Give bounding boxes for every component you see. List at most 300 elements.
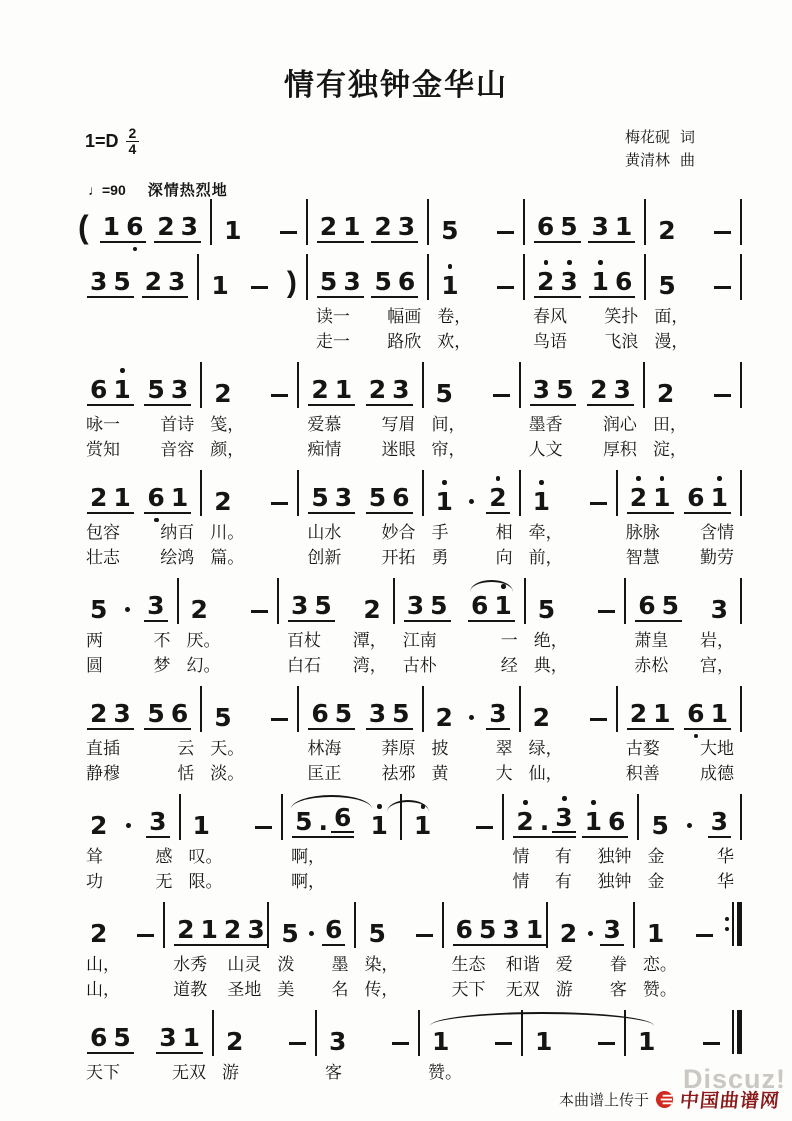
note-group bbox=[87, 813, 110, 838]
augmentation-dot bbox=[309, 931, 314, 936]
octave-dot-above bbox=[448, 264, 453, 269]
measure bbox=[202, 470, 299, 569]
note: 1 bbox=[224, 216, 242, 245]
notes-row bbox=[78, 470, 202, 516]
measure bbox=[639, 794, 742, 893]
lyrics-row bbox=[202, 548, 299, 569]
note: 3 bbox=[340, 269, 363, 298]
lyric-syllable: 林海 bbox=[307, 739, 342, 758]
note-group bbox=[144, 701, 191, 730]
score-line bbox=[78, 1010, 742, 1084]
lyric-syllable: 绿， bbox=[528, 739, 563, 758]
key-signature: 1=D bbox=[85, 131, 119, 152]
lyric-syllable: 圆 bbox=[86, 656, 103, 675]
note-group bbox=[655, 273, 678, 298]
note-group bbox=[534, 214, 581, 243]
note: 1 bbox=[523, 917, 546, 946]
note: 6 bbox=[144, 485, 167, 514]
lyric-syllable: 相 bbox=[495, 523, 513, 542]
lyric-syllable: 耸 bbox=[86, 847, 103, 866]
lyric-syllable: 墨香 bbox=[528, 415, 563, 434]
lyric-syllable: 面， bbox=[654, 307, 689, 326]
lyric-syllable: 独钟 bbox=[597, 847, 632, 866]
note: 1 bbox=[708, 485, 731, 514]
measure bbox=[646, 199, 742, 245]
dash-note bbox=[280, 231, 297, 235]
octave-dot-above bbox=[567, 260, 572, 265]
repeat-barline bbox=[725, 902, 742, 946]
notes-row bbox=[626, 578, 742, 624]
note: 2 bbox=[214, 379, 232, 408]
lyric-syllable: 天下 bbox=[86, 1063, 120, 1082]
note: 1 bbox=[411, 813, 434, 838]
note: 1 bbox=[638, 1027, 656, 1056]
lyrics-row bbox=[420, 1063, 523, 1084]
note: 1 bbox=[192, 811, 210, 840]
lyric-syllable: 白石 bbox=[287, 656, 321, 675]
note: 6 bbox=[87, 1025, 110, 1054]
lyric-syllable: 功 bbox=[86, 872, 103, 891]
notes-row bbox=[299, 362, 423, 408]
note-group bbox=[654, 381, 677, 406]
score bbox=[78, 199, 742, 1093]
measure bbox=[429, 199, 525, 245]
note: 5 bbox=[308, 485, 331, 514]
note: 2 bbox=[627, 485, 650, 514]
note: 2 bbox=[221, 917, 244, 946]
note-group bbox=[366, 701, 413, 730]
note: 6 bbox=[168, 701, 191, 730]
measure bbox=[356, 902, 443, 1001]
lyric-syllable: 梦 bbox=[153, 656, 171, 675]
lyrics-row bbox=[429, 332, 525, 353]
note: 5 bbox=[90, 595, 108, 624]
note-group bbox=[221, 917, 268, 946]
lyric-syllable: 赞。 bbox=[428, 1063, 462, 1082]
lyric-syllable: 云 bbox=[177, 739, 195, 758]
note: 3 bbox=[588, 214, 611, 243]
lyrics-row bbox=[299, 548, 423, 569]
note-group bbox=[708, 809, 731, 838]
lyric-syllable: 赏知 bbox=[86, 440, 120, 459]
lyric-syllable: 天。 bbox=[210, 739, 245, 758]
note-group bbox=[453, 917, 500, 946]
tempo-marking bbox=[88, 179, 228, 200]
measure bbox=[618, 470, 742, 569]
dash-note bbox=[703, 1042, 720, 1046]
lyric-syllable: 古婺 bbox=[625, 739, 660, 758]
notes-row bbox=[525, 199, 646, 245]
measure bbox=[424, 362, 521, 461]
note: 1 bbox=[433, 489, 456, 514]
lyrics-row bbox=[269, 955, 356, 976]
lyrics-row bbox=[181, 872, 284, 893]
lyric-syllable: 幻。 bbox=[186, 656, 221, 675]
lyric-syllable: 向 bbox=[495, 548, 513, 567]
lyric-syllable: 包容 bbox=[86, 523, 120, 542]
note: 5 bbox=[214, 703, 232, 732]
lyric-syllable: 山灵 bbox=[227, 955, 262, 974]
note-group bbox=[87, 377, 134, 406]
augmentation-dot bbox=[588, 931, 593, 936]
score-line bbox=[78, 902, 742, 1001]
note: 5 bbox=[537, 595, 556, 624]
note: 1 bbox=[367, 813, 390, 838]
lyric-syllable: 大地 bbox=[699, 739, 734, 758]
note: 2 bbox=[317, 214, 340, 243]
lyric-syllable: 无 bbox=[155, 872, 173, 891]
measure bbox=[202, 362, 299, 461]
note: 3 bbox=[404, 593, 427, 622]
note: 6 bbox=[322, 917, 345, 946]
measure bbox=[548, 902, 635, 1001]
note-group bbox=[87, 485, 134, 514]
lyric-syllable: 生态 bbox=[451, 955, 486, 974]
lyric-syllable: 含情 bbox=[699, 523, 734, 542]
lyric-syllable: 厚积 bbox=[602, 440, 637, 459]
note: 3 bbox=[486, 701, 509, 730]
note: 3 bbox=[165, 269, 188, 298]
note: 5 bbox=[427, 593, 450, 622]
lyrics-row bbox=[199, 332, 308, 353]
notes-row bbox=[424, 686, 521, 732]
lyrics-row bbox=[402, 847, 505, 868]
lyrics-row bbox=[424, 415, 521, 436]
dash-note bbox=[495, 1042, 512, 1046]
notes-row bbox=[283, 794, 402, 840]
lyrics-row bbox=[424, 440, 521, 461]
notes-row bbox=[429, 254, 525, 300]
lyrics-row bbox=[424, 548, 521, 569]
note-group bbox=[433, 705, 456, 730]
note-group bbox=[367, 813, 390, 838]
note-group bbox=[648, 813, 671, 838]
lyrics-row bbox=[646, 307, 742, 328]
octave-dot-above bbox=[562, 796, 567, 801]
lyric-syllable: 漫， bbox=[654, 332, 689, 351]
measure bbox=[269, 902, 356, 1001]
note: 5 bbox=[435, 379, 453, 408]
score-line bbox=[78, 254, 742, 353]
note-group bbox=[146, 809, 169, 838]
note: 1 bbox=[582, 809, 605, 838]
notes-row bbox=[618, 686, 742, 732]
notes-row bbox=[402, 794, 505, 840]
lyrics-row bbox=[299, 415, 423, 436]
lyrics-row bbox=[78, 440, 202, 461]
lyric-syllable: 叹。 bbox=[188, 847, 223, 866]
dash-note bbox=[497, 231, 514, 235]
lyrics-row bbox=[356, 955, 443, 976]
note: 3 bbox=[552, 805, 575, 838]
thin-barline bbox=[732, 902, 734, 946]
note: 5 bbox=[110, 269, 133, 298]
notes-row bbox=[179, 578, 280, 624]
octave-dot-above bbox=[501, 584, 506, 589]
notes-row bbox=[356, 902, 443, 948]
note-group bbox=[684, 701, 731, 730]
repeat-dot bbox=[725, 927, 729, 931]
note: 3 bbox=[178, 214, 201, 243]
lyric-syllable: 披 bbox=[431, 739, 449, 758]
note: 5 bbox=[476, 917, 499, 946]
lyrics-row bbox=[78, 872, 181, 893]
note-group bbox=[308, 701, 355, 730]
note: 1 bbox=[198, 917, 221, 946]
thin-barline bbox=[732, 1010, 734, 1054]
note: 5 bbox=[557, 214, 580, 243]
note-group bbox=[627, 485, 674, 514]
closing-parenthesis: ) bbox=[286, 266, 297, 299]
lyric-syllable: 鸟语 bbox=[532, 332, 567, 351]
lyric-syllable: 客 bbox=[609, 980, 627, 999]
notes-row bbox=[78, 254, 199, 300]
lyrics-row bbox=[429, 307, 525, 328]
lyrics-row bbox=[521, 415, 645, 436]
octave-dot-above bbox=[598, 260, 603, 265]
lyrics-row bbox=[618, 523, 742, 544]
note-group bbox=[308, 485, 355, 514]
note: 3 bbox=[530, 377, 553, 406]
score-line bbox=[78, 686, 742, 785]
dash-note bbox=[271, 718, 288, 722]
lyric-syllable: 莽原 bbox=[381, 739, 416, 758]
note: 6 bbox=[605, 809, 628, 838]
lyric-syllable: 华 bbox=[716, 847, 734, 866]
note: 5 bbox=[659, 593, 682, 622]
note: 1 bbox=[708, 701, 731, 730]
lyric-syllable: 欢， bbox=[437, 332, 472, 351]
note: 1 bbox=[100, 214, 123, 243]
score-line bbox=[78, 199, 742, 245]
lyric-syllable: 积善 bbox=[625, 764, 660, 783]
note-group bbox=[532, 1029, 555, 1054]
lyric-syllable: 大 bbox=[495, 764, 513, 783]
lyric-syllable: 前， bbox=[528, 548, 563, 567]
lyrics-row bbox=[269, 980, 356, 1001]
note-group bbox=[87, 921, 110, 946]
octave-dot-above bbox=[539, 480, 544, 485]
dash-note bbox=[416, 934, 433, 938]
note-group bbox=[366, 377, 413, 406]
note: 2 bbox=[90, 811, 108, 840]
note: 6 bbox=[635, 593, 658, 622]
lyric-syllable: 山， bbox=[86, 955, 120, 974]
lyric-syllable: 潭， bbox=[352, 631, 387, 650]
lyric-syllable: 啊， bbox=[291, 847, 326, 866]
note-group bbox=[438, 273, 461, 298]
lyrics-row bbox=[424, 764, 521, 785]
lyric-syllable: 啊， bbox=[291, 872, 326, 891]
measure bbox=[299, 686, 423, 785]
note: 1 bbox=[110, 485, 133, 514]
note-group bbox=[530, 489, 553, 514]
note-group bbox=[499, 917, 546, 946]
note-group bbox=[87, 1025, 134, 1054]
lyric-syllable: 圣地 bbox=[227, 980, 262, 999]
notes-row bbox=[645, 362, 742, 408]
lyrics-row bbox=[626, 631, 742, 652]
note: 3 bbox=[110, 701, 133, 730]
lyrics-row bbox=[645, 440, 742, 461]
augmentation-dot: . bbox=[315, 809, 331, 838]
measure bbox=[626, 578, 742, 677]
lyric-syllable: 妙合 bbox=[381, 523, 416, 542]
note-group bbox=[144, 485, 191, 514]
dash-note bbox=[714, 394, 731, 398]
note-group bbox=[188, 597, 211, 622]
notes-row bbox=[78, 362, 202, 408]
notes-row bbox=[78, 794, 181, 840]
lyric-syllable: 赤松 bbox=[634, 656, 669, 675]
lyric-syllable: 无双 bbox=[172, 1063, 206, 1082]
notes-row bbox=[521, 686, 618, 732]
measure bbox=[165, 902, 269, 1001]
lyric-syllable: 田， bbox=[652, 415, 687, 434]
notes-row bbox=[299, 470, 423, 516]
notes-row bbox=[202, 362, 299, 408]
lyric-syllable: 百杖 bbox=[287, 631, 321, 650]
note-group bbox=[211, 489, 234, 514]
note: 5 bbox=[281, 919, 299, 948]
lyric-syllable: 颜， bbox=[210, 440, 245, 459]
note-group bbox=[438, 218, 461, 243]
measure bbox=[646, 254, 742, 353]
measure bbox=[635, 902, 722, 1001]
octave-dot-below bbox=[154, 518, 159, 523]
notes-row bbox=[525, 254, 646, 300]
note-group bbox=[708, 597, 731, 622]
lyrics-row bbox=[202, 764, 299, 785]
lyric-syllable: 经 bbox=[500, 656, 518, 675]
site-name: 中国曲谱网 bbox=[678, 1091, 781, 1112]
dash-note bbox=[598, 610, 615, 614]
note: 2 bbox=[90, 919, 108, 948]
credits bbox=[625, 127, 695, 172]
measure bbox=[181, 794, 284, 893]
note-group bbox=[292, 805, 354, 838]
expression-text: 深情热烈地 bbox=[147, 182, 228, 199]
note: 3 bbox=[244, 917, 267, 946]
note: 1 bbox=[646, 919, 665, 948]
octave-dot-above bbox=[496, 476, 501, 481]
note: 6 bbox=[612, 269, 635, 298]
lyric-syllable: 痴情 bbox=[307, 440, 342, 459]
notes-row bbox=[165, 902, 269, 948]
note-group bbox=[288, 593, 335, 622]
lyrics-row bbox=[78, 307, 199, 328]
measure bbox=[402, 794, 505, 893]
lyric-syllable: 绝， bbox=[533, 631, 568, 650]
note: 2 bbox=[174, 917, 197, 946]
note-group bbox=[360, 597, 383, 622]
lyric-syllable: 迷眼 bbox=[381, 440, 416, 459]
lyric-syllable: 创新 bbox=[307, 548, 342, 567]
note-group bbox=[433, 489, 456, 514]
lyric-syllable: 翠 bbox=[495, 739, 513, 758]
lyric-syllable: 赞。 bbox=[642, 980, 677, 999]
augmentation-dot bbox=[687, 823, 692, 828]
note: 3 bbox=[168, 377, 191, 406]
note-group bbox=[211, 381, 234, 406]
notes-row bbox=[646, 199, 742, 245]
song-title: 情有独钟金华山 bbox=[284, 69, 508, 102]
lyric-syllable: 黄 bbox=[431, 764, 449, 783]
note: 5 bbox=[110, 1025, 133, 1054]
lyrics-row bbox=[424, 523, 521, 544]
repeat-dot bbox=[725, 917, 729, 921]
note: 1 bbox=[535, 1027, 553, 1056]
note: 2 bbox=[190, 595, 208, 624]
lyrics-row bbox=[78, 548, 202, 569]
lyrics-row bbox=[78, 980, 165, 1001]
dash-note bbox=[497, 286, 514, 290]
notes-row bbox=[269, 902, 356, 948]
lyric-syllable: 笺， bbox=[210, 415, 245, 434]
lyric-syllable: 有 bbox=[554, 847, 572, 866]
measure bbox=[525, 199, 646, 245]
opening-parenthesis: ( bbox=[78, 209, 89, 245]
lyrics-row bbox=[179, 631, 280, 652]
note: 5 bbox=[311, 593, 334, 622]
measure bbox=[395, 578, 526, 677]
lyric-syllable: 脉脉 bbox=[625, 523, 660, 542]
note: 5 bbox=[441, 216, 459, 245]
lyric-syllable: 开拓 bbox=[381, 548, 416, 567]
measure bbox=[212, 199, 308, 245]
augmentation-dot bbox=[126, 823, 131, 828]
lyric-syllable: 勤劳 bbox=[699, 548, 734, 567]
measure bbox=[78, 1010, 214, 1084]
lyric-syllable: 人文 bbox=[528, 440, 563, 459]
note: 2 bbox=[214, 487, 232, 516]
note: 2 bbox=[154, 214, 177, 243]
composer-name: 黄清林 bbox=[624, 151, 670, 169]
note-group bbox=[411, 813, 434, 838]
notes-row bbox=[214, 1010, 317, 1056]
lyric-syllable: 卷， bbox=[437, 307, 472, 326]
measure bbox=[283, 794, 402, 893]
note-group bbox=[308, 377, 355, 406]
lyric-syllable: 天下 bbox=[451, 980, 486, 999]
note: 5 bbox=[658, 271, 676, 300]
dash-note bbox=[289, 1042, 306, 1046]
lyrics-row bbox=[521, 440, 645, 461]
thick-barline bbox=[737, 1010, 742, 1054]
measure bbox=[78, 902, 165, 1001]
measure bbox=[299, 362, 423, 461]
notes-row bbox=[521, 470, 618, 516]
composer-row bbox=[625, 150, 695, 173]
lyric-syllable: 宫， bbox=[700, 656, 734, 675]
note-group bbox=[589, 269, 636, 298]
octave-dot-below bbox=[694, 734, 699, 739]
lyrics-row bbox=[283, 872, 402, 893]
lyrics-row bbox=[202, 523, 299, 544]
lyric-syllable: 路欣 bbox=[387, 332, 422, 351]
note-group bbox=[154, 214, 201, 243]
note: 3 bbox=[708, 809, 731, 838]
note-group bbox=[582, 809, 629, 838]
note-group bbox=[190, 813, 213, 838]
lyric-syllable: 情 bbox=[512, 847, 530, 866]
lyric-syllable: 篇。 bbox=[210, 548, 245, 567]
note-group bbox=[371, 269, 418, 298]
dash-note bbox=[251, 610, 268, 614]
note: 1 bbox=[650, 485, 673, 514]
lyrics-row bbox=[618, 764, 742, 785]
octave-dot-above bbox=[544, 260, 549, 265]
